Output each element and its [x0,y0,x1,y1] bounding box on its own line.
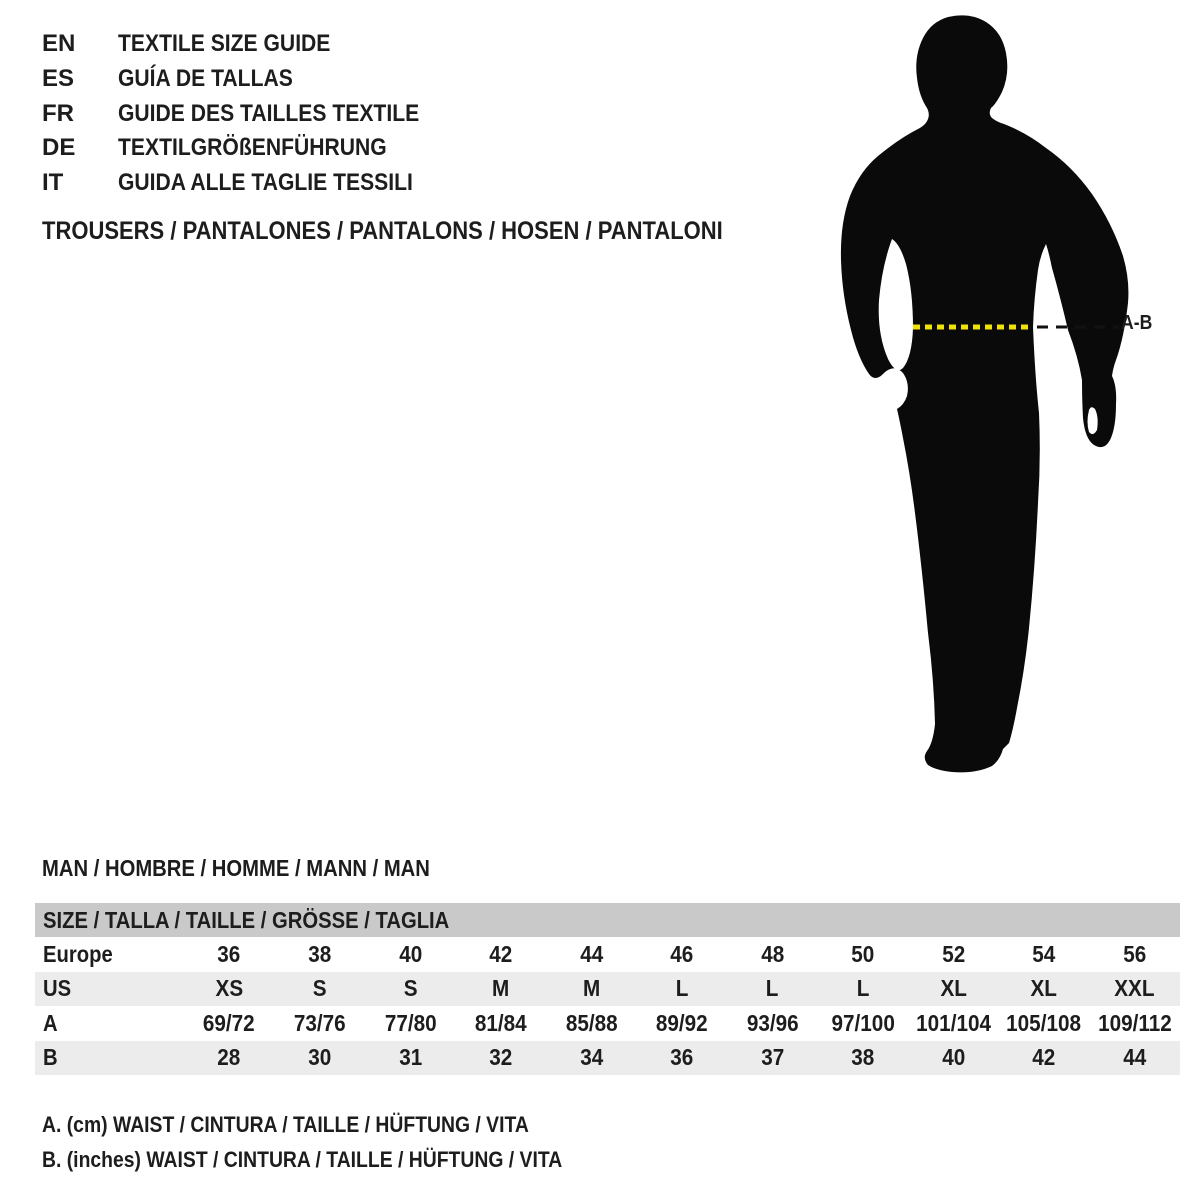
size-cell [727,1041,818,1076]
language-code: FR [42,99,74,127]
section-title-man-text: MAN / HOMBRE / HOMME / MANN / MAN [42,855,430,881]
size-cell-text: 46 [670,940,694,967]
language-guide-title [118,134,460,162]
size-cell [818,937,909,972]
size-cell [275,972,366,1007]
row-label [35,1006,184,1041]
table-row-europe [35,937,1180,972]
size-cell-text: XL [1030,975,1058,1002]
size-cell [456,937,547,972]
size-cell [546,937,637,972]
size-cell-text: 109/112 [1097,1009,1172,1036]
size-cell-text: 93/96 [746,1009,799,1036]
size-cell-text: 28 [217,1044,241,1071]
language-guide-title [118,30,460,58]
size-cell [184,937,275,972]
size-cell-text: S [403,975,418,1002]
waist-measure-label [1121,312,1157,335]
size-cell [818,1006,909,1041]
size-cell-text: 42 [1032,1044,1056,1071]
section-title-man [42,855,483,882]
size-cell [1089,972,1180,1007]
size-cell-text: L [675,975,689,1002]
language-code: EN [42,30,76,58]
size-cell-text: 69/72 [203,1009,256,1036]
size-cell [637,1041,728,1076]
language-guide-title [118,169,460,197]
size-cell [999,1041,1090,1076]
size-cell [275,1041,366,1076]
size-cell [727,972,818,1007]
size-cell-text: 81/84 [474,1009,527,1036]
size-cell [1089,1006,1180,1041]
size-cell-text: 77/80 [384,1009,437,1036]
size-cell-text: 44 [1123,1044,1147,1071]
size-cell [908,1006,999,1041]
language-code: ES [42,65,75,93]
language-row-de [42,131,460,166]
size-cell-text: XS [215,975,244,1002]
size-cell [727,937,818,972]
size-cell [456,1006,547,1041]
size-cell [818,1041,909,1076]
size-cell-text: 38 [308,940,332,967]
size-cell-text: 44 [579,940,603,967]
size-cell-text: 50 [851,940,875,967]
size-cell-text: 54 [1032,940,1056,967]
size-cell-text: L [766,975,779,1002]
size-cell-text: 32 [489,1044,513,1071]
footnote-b [42,1143,633,1178]
size-cell [184,1006,275,1041]
size-cell-text: 37 [760,1044,784,1071]
row-label [35,937,184,972]
size-cell [365,972,456,1007]
language-code: IT [42,169,64,197]
size-cell-text: 42 [489,940,513,967]
footnote-a-text: A. (cm) WAIST / CINTURA / TAILLE / HÜFTUNG / VITA [42,1112,529,1137]
size-cell [908,1041,999,1076]
language-guide-title [118,100,460,128]
size-cell-text: 36 [670,1044,694,1071]
row-label-text: B [43,1044,58,1071]
size-cell [908,937,999,972]
language-guide-title-text: TEXTILGRÖßENFÜHRUNG [118,134,387,162]
size-cell [1089,937,1180,972]
size-cell [637,1006,728,1041]
size-cell [546,1006,637,1041]
size-cell-text: 48 [760,940,784,967]
table-row-us [35,972,1180,1007]
size-cell-text: 38 [851,1044,875,1071]
row-label [35,972,184,1007]
language-guide-title [118,65,460,93]
size-cell [637,937,728,972]
garment-type-text: TROUSERS / PANTALONES / PANTALONS / HOSEN / PANTALONI [42,217,723,245]
man-silhouette [841,15,1129,772]
footnotes [42,1108,633,1177]
size-cell-text: M [582,975,601,1002]
row-label [35,1041,184,1076]
size-table-header-cell [35,903,1180,937]
size-cell-text: L [856,975,870,1002]
size-table [35,903,1180,1075]
size-cell [999,972,1090,1007]
size-cell [365,937,456,972]
language-guide-title-text: GUÍA DE TALLAS [118,65,293,93]
table-row-a [35,1006,1180,1041]
size-cell [184,972,275,1007]
size-cell-text: 52 [941,940,966,967]
row-label-text: Europe [43,940,113,967]
size-cell [275,1006,366,1041]
size-cell [365,1006,456,1041]
size-cell [546,972,637,1007]
size-cell [999,937,1090,972]
size-cell-text: 40 [398,940,422,967]
language-guide-title-text: TEXTILE SIZE GUIDE [118,30,331,58]
row-label-text: A [43,1009,58,1036]
footnote-a [42,1108,633,1143]
size-cell-text: S [312,975,327,1002]
size-table-header-text: SIZE / TALLA / TAILLE / GRÖSSE / TAGLIA [43,906,450,933]
language-row-fr [42,96,460,131]
size-cell [908,972,999,1007]
size-cell-text: 73/76 [293,1009,346,1036]
size-cell [275,937,366,972]
footnote-b-text: B. (inches) WAIST / CINTURA / TAILLE / HÜFTUNG / VITA [42,1146,563,1172]
language-row-it [42,166,460,201]
size-cell [456,972,547,1007]
size-cell-text: M [492,975,510,1002]
table-row-b [35,1041,1180,1076]
language-row-en [42,27,460,62]
man-silhouette-figure [820,8,1170,798]
man-silhouette-svg [820,8,1170,798]
size-cell [727,1006,818,1041]
size-cell [999,1006,1090,1041]
size-cell-text: 34 [579,1044,603,1071]
language-code: DE [42,134,76,162]
size-cell [184,1041,275,1076]
size-cell-text: 97/100 [831,1009,895,1036]
size-cell [637,972,728,1007]
size-cell [456,1041,547,1076]
size-cell [546,1041,637,1076]
size-cell-text: XL [940,975,967,1002]
size-cell-text: 40 [941,1044,966,1071]
language-guide-title-text: GUIDA ALLE TAGLIE TESSILI [118,169,413,197]
size-cell-text: 105/108 [1006,1009,1082,1036]
size-table-header-row [35,903,1180,937]
row-label-text: US [43,975,72,1002]
waist-measure-label-text: A-B [1121,312,1153,334]
size-cell [365,1041,456,1076]
size-cell-text: XXL [1114,975,1155,1002]
size-cell-text: 30 [308,1044,332,1071]
size-cell [818,972,909,1007]
size-cell [1089,1041,1180,1076]
size-cell-text: 31 [398,1044,422,1071]
size-cell-text: 89/92 [656,1009,708,1036]
size-cell-text: 101/104 [916,1009,991,1036]
language-title-list [42,27,460,200]
garment-type-title [42,217,816,246]
language-row-es [42,62,460,97]
language-guide-title-text: GUIDE DES TAILLES TEXTILE [118,99,420,127]
size-cell-text: 56 [1123,940,1147,967]
size-cell-text: 36 [217,940,241,967]
size-cell-text: 85/88 [565,1009,618,1036]
